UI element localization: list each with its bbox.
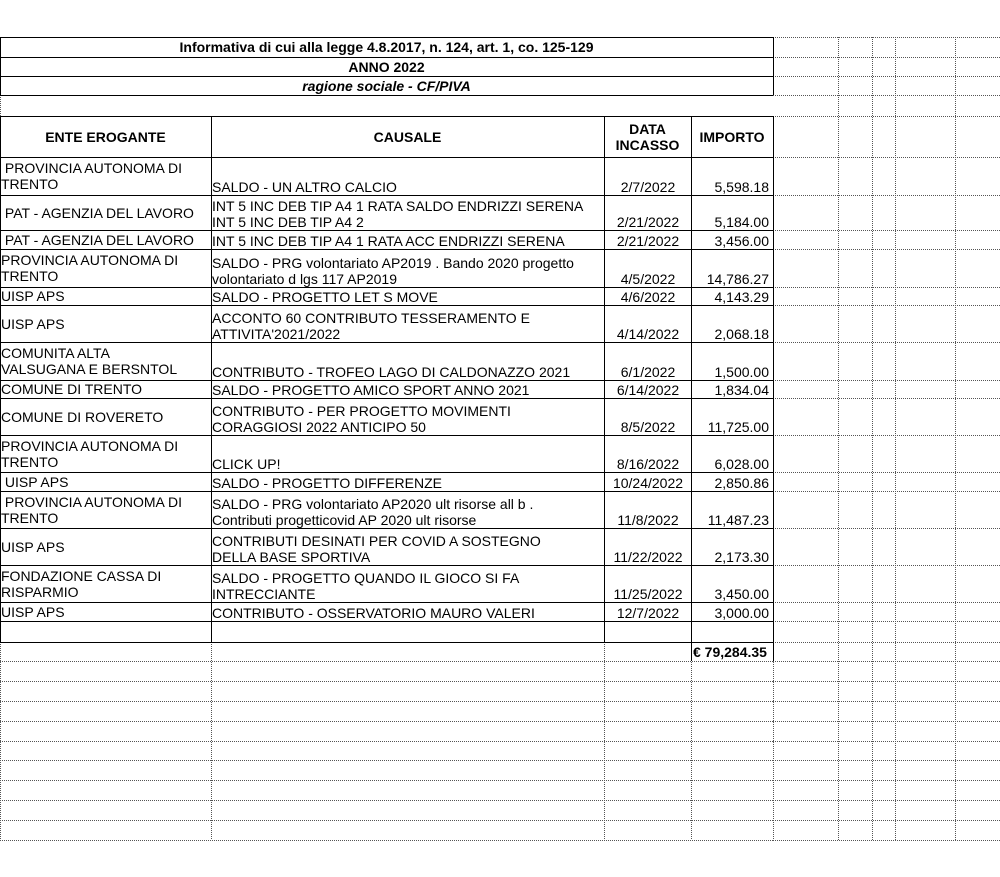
cell-importo: [692, 195, 769, 230]
column-header-data-line: INCASSO: [615, 136, 680, 153]
column-header-importo: [691, 116, 773, 157]
cell-ente-line: UISP APS: [1, 538, 65, 555]
cell-causale: [212, 398, 604, 435]
cell-causale-line: SALDO - UN ALTRO CALCIO: [212, 179, 397, 195]
cell-data: [605, 195, 691, 230]
cell-importo-line: 5,184.00: [714, 214, 769, 230]
cell-causale: [212, 305, 604, 342]
column-header-ente-line: ENTE EROGANTE: [45, 128, 166, 145]
cell-importo: [692, 565, 769, 602]
cell-ente: [1, 528, 211, 565]
column-header-data: [604, 116, 691, 157]
cell-data: [605, 342, 691, 380]
cell-importo: [692, 305, 769, 342]
cell-causale-line: CONTRIBUTO - TROFEO LAGO DI CALDONAZZO 2021: [212, 364, 571, 380]
cell-data: [605, 230, 691, 249]
cell-ente: [1, 305, 211, 342]
cell-ente: [1, 195, 211, 230]
cell-data-line: 6/14/2022: [616, 382, 680, 398]
cell-data: [605, 157, 691, 195]
cell-importo: [692, 287, 769, 305]
cell-ente: [1, 287, 211, 305]
cell-data-line: 4/14/2022: [616, 326, 680, 342]
cell-causale-line: INT 5 INC DEB TIP A4 1 RATA ACC ENDRIZZI SERENA: [212, 233, 565, 249]
cell-data-line: 11/8/2022: [617, 512, 679, 528]
cell-causale-line: INT 5 INC DEB TIP A4 1 RATA SALDO ENDRIZZI SERENA: [212, 198, 584, 214]
cell-causale: [212, 195, 604, 230]
cell-causale-line: INTRECCIANTE: [212, 586, 316, 602]
cell-importo: [692, 342, 769, 380]
report-title: Informativa di cui alla legge 4.8.2017, n. 124, art. 1, co. 125-129: [179, 39, 594, 55]
cell-importo-line: 11,725.00: [707, 419, 769, 435]
cell-importo: [692, 230, 769, 249]
cell-ente-line: TRENTO: [1, 509, 59, 526]
cell-causale-line: SALDO - PRG volontariato AP2020 ult risorse all b .: [212, 496, 534, 512]
cell-importo: [692, 157, 769, 195]
cell-causale-line: Contributi progetticovid AP 2020 ult risorse: [212, 512, 477, 528]
cell-causale-line: CORAGGIOSI 2022 ANTICIPO 50: [212, 419, 426, 435]
cell-causale-line: CONTRIBUTO - PER PROGETTO MOVIMENTI: [212, 403, 511, 419]
cell-causale-line: SALDO - PROGETTO LET S MOVE: [212, 289, 438, 305]
cell-importo: [692, 491, 769, 528]
cell-importo-line: 6,028.00: [714, 456, 769, 472]
cell-importo-line: 1,834.04: [714, 382, 769, 398]
cell-causale: [212, 342, 604, 380]
cell-ente: [1, 380, 211, 398]
cell-ente-line: UISP APS: [1, 473, 69, 490]
cell-data-line: 4/6/2022: [620, 289, 676, 305]
cell-causale-line: SALDO - PROGETTO DIFFERENZE: [212, 475, 442, 491]
cell-importo-line: 2,850.86: [714, 475, 769, 491]
cell-ente-line: UISP APS: [1, 315, 65, 332]
cell-ente: [1, 491, 211, 528]
total-amount: € 79,284.35: [693, 643, 767, 660]
cell-data-line: 11/22/2022: [613, 549, 683, 565]
cell-ente-line: FONDAZIONE CASSA DI: [1, 567, 162, 584]
cell-causale-line: SALDO - PROGETTO QUANDO IL GIOCO SI FA: [212, 570, 520, 586]
cell-causale-line: SALDO - PRG volontariato AP2019 . Bando 2020 progetto: [212, 255, 574, 271]
cell-importo-line: 3,000.00: [714, 605, 769, 621]
cell-importo: [692, 472, 769, 491]
cell-ente: [1, 249, 211, 287]
cell-ente-line: COMUNITA ALTA: [1, 345, 110, 361]
cell-data: [605, 305, 691, 342]
cell-ente-line: PROVINCIA AUTONOMA DI: [1, 160, 183, 176]
cell-ente-line: TRENTO: [1, 453, 59, 470]
cell-data-line: 2/21/2022: [616, 214, 680, 230]
cell-importo: [692, 249, 769, 287]
cell-data-line: 6/1/2022: [620, 364, 676, 380]
cell-causale: [212, 491, 604, 528]
cell-ente: [1, 398, 211, 435]
cell-causale-line: CONTRIBUTI DESINATI PER COVID A SOSTEGNO: [212, 533, 541, 549]
cell-data: [605, 491, 691, 528]
cell-ente-line: PAT - AGENZIA DEL LAVORO: [1, 231, 194, 248]
cell-importo: [692, 528, 769, 565]
column-header-causale: [211, 116, 604, 157]
cell-data: [605, 602, 691, 621]
cell-importo: [692, 398, 769, 435]
column-header-data-line: DATA: [629, 120, 666, 137]
cell-ente-line: PROVINCIA AUTONOMA DI: [1, 493, 183, 510]
cell-importo-line: 2,068.18: [714, 326, 769, 342]
cell-ente: [1, 342, 211, 380]
cell-ente-line: PROVINCIA AUTONOMA DI: [1, 252, 179, 268]
cell-ente-line: COMUNE DI TRENTO: [1, 381, 143, 397]
cell-ente-line: PROVINCIA AUTONOMA DI: [1, 437, 179, 454]
cell-ente: [1, 472, 211, 491]
cell-causale: [212, 380, 604, 398]
cell-data-line: 8/5/2022: [620, 419, 676, 435]
cell-causale: [212, 602, 604, 621]
cell-ente-line: UISP APS: [1, 603, 65, 620]
cell-importo-line: 4,143.29: [714, 289, 769, 305]
cell-ente-line: TRENTO: [1, 176, 59, 192]
cell-causale-line: SALDO - PROGETTO AMICO SPORT ANNO 2021: [212, 382, 530, 398]
cell-ente-line: RISPARMIO: [1, 583, 79, 600]
cell-ente: [1, 435, 211, 472]
cell-causale: [212, 472, 604, 491]
cell-data-line: 12/7/2022: [616, 605, 680, 621]
cell-causale: [212, 528, 604, 565]
cell-data: [605, 472, 691, 491]
cell-data: [605, 435, 691, 472]
cell-data: [605, 565, 691, 602]
cell-ente-line: COMUNE DI ROVERETO: [1, 408, 164, 425]
cell-causale-line: CONTRIBUTO - OSSERVATORIO MAURO VALERI: [212, 605, 535, 621]
cell-ente: [1, 157, 211, 195]
cell-causale: [212, 565, 604, 602]
report-subtitle: ragione sociale - CF/PIVA: [302, 77, 471, 94]
report-year: ANNO 2022: [348, 58, 425, 75]
cell-data: [605, 249, 691, 287]
cell-ente: [1, 230, 211, 249]
cell-data: [605, 380, 691, 398]
cell-importo-line: 3,450.00: [714, 586, 769, 602]
cell-causale: [212, 157, 604, 195]
cell-causale-line: ATTIVITA'2021/2022: [212, 326, 341, 342]
cell-causale: [212, 230, 604, 249]
cell-causale-line: volontariato d lgs 117 AP2019: [212, 271, 397, 287]
cell-importo: [692, 435, 769, 472]
cell-ente-line: UISP APS: [1, 288, 65, 304]
column-header-causale-line: CAUSALE: [373, 128, 442, 145]
cell-importo: [692, 602, 769, 621]
cell-data-line: 8/16/2022: [616, 456, 680, 472]
cell-importo-line: 1,500.00: [714, 364, 769, 380]
cell-ente-line: VALSUGANA E BERSNTOL: [1, 361, 178, 377]
cell-ente: [1, 565, 211, 602]
column-header-ente: [0, 116, 211, 157]
cell-data: [605, 528, 691, 565]
cell-importo-line: 2,173.30: [714, 549, 769, 565]
cell-causale-line: DELLA BASE SPORTIVA: [212, 549, 371, 565]
cell-data: [605, 287, 691, 305]
cell-importo-line: 14,786.27: [706, 271, 769, 287]
cell-data-line: 10/24/2022: [612, 475, 684, 491]
cell-data: [605, 398, 691, 435]
cell-data-line: 2/7/2022: [620, 179, 676, 195]
cell-causale-line: CLICK UP!: [212, 456, 281, 472]
cell-ente-line: PAT - AGENZIA DEL LAVORO: [1, 204, 194, 221]
cell-causale-line: ACCONTO 60 CONTRIBUTO TESSERAMENTO E: [212, 310, 530, 326]
cell-causale: [212, 249, 604, 287]
cell-causale-line: INT 5 INC DEB TIP A4 2: [212, 214, 364, 230]
cell-importo-line: 5,598.18: [714, 179, 769, 195]
column-header-importo-line: IMPORTO: [699, 128, 765, 145]
cell-importo: [692, 380, 769, 398]
cell-causale: [212, 435, 604, 472]
cell-ente-line: TRENTO: [1, 268, 59, 284]
cell-data-line: 2/21/2022: [616, 233, 680, 249]
cell-ente: [1, 602, 211, 621]
cell-importo-line: 3,456.00: [714, 233, 769, 249]
cell-data-line: 4/5/2022: [620, 271, 676, 287]
cell-data-line: 11/25/2022: [613, 586, 683, 602]
cell-causale: [212, 287, 604, 305]
cell-importo-line: 11,487.23: [707, 512, 769, 528]
